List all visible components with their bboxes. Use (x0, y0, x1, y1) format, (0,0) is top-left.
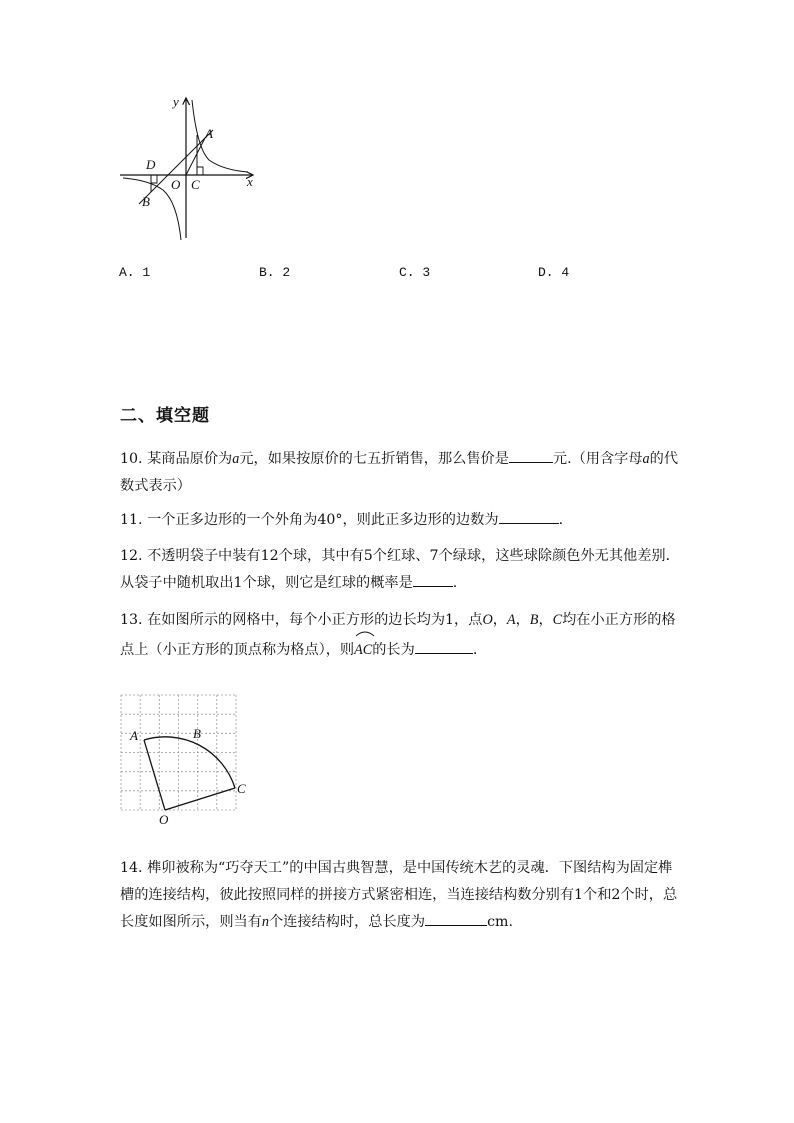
right-angle-c (197, 167, 203, 175)
q13-point-a: A (506, 612, 516, 628)
q13-point-o: O (482, 612, 493, 628)
q13-point-b: B (529, 612, 539, 628)
q13-sep-2: ， (515, 612, 530, 628)
q13-point-c: C (552, 612, 563, 628)
q14-number: 14. (120, 860, 143, 876)
option-c (399, 265, 430, 280)
q10-text-4: 的代数式表示） (120, 451, 679, 494)
q11-answer-blank[interactable] (499, 509, 559, 524)
segment-ao (186, 138, 205, 175)
q12-text-1: 不透明袋子中装有12个球，其中有5个红球、7个绿球，这些球除颜色外无其他差别．从袋子中随机取出1个球，则它是红球的概率是 (120, 548, 680, 591)
label-c: C (237, 781, 246, 796)
option-b-letter: B. (259, 265, 275, 280)
q12-answer-blank[interactable] (413, 572, 453, 587)
label-d: D (146, 157, 156, 172)
q10-number: 10. (120, 451, 143, 467)
q13-text-4: . (472, 642, 478, 658)
q13-arc-ac (354, 635, 372, 665)
q14-var-n: n (261, 914, 269, 930)
right-angle-d (151, 175, 157, 183)
question-14 (120, 855, 680, 936)
option-a-letter: A. (119, 265, 135, 280)
hyperbola-figure (115, 90, 265, 245)
q13-text-2: 均在小正方形的格点上（小正方形的顶点称为格点），则 (120, 612, 676, 658)
q10-var-a2: a (642, 451, 650, 467)
q13-text-3: 的长为 (372, 642, 415, 658)
question-12 (120, 543, 680, 597)
q14-text-2: 个连接结构时，总长度为 (268, 914, 426, 930)
arc-symbol-icon (354, 629, 376, 637)
q10-text-3: 元.（用含字母 (552, 451, 643, 467)
option-b (259, 265, 290, 280)
section-title: 二、填空题 (120, 406, 210, 426)
label-b: B (193, 726, 201, 741)
question-13 (120, 605, 680, 665)
q13-arc-label: AC (354, 642, 373, 658)
label-c: C (191, 177, 200, 192)
arc-ac (144, 737, 235, 788)
question-10 (120, 446, 680, 500)
option-c-letter: C. (399, 265, 415, 280)
option-a (119, 265, 150, 280)
q13-answer-blank[interactable] (415, 639, 473, 654)
label-y: y (173, 94, 179, 109)
q14-text-1: 榫卯被称为“巧夺天工”的中国古典智慧，是中国传统木艺的灵魂．下图结构为固定榫槽的连接结构，彼此按照同样的拼接方式紧密相连，当连接结构数分别有1个和2个时，总长度如图所示，则当有 (120, 860, 678, 930)
label-o: O (171, 177, 181, 192)
label-b: B (142, 194, 150, 209)
grid-sector-figure (116, 690, 256, 830)
label-x: x (247, 174, 253, 189)
q13-number: 13. (120, 612, 143, 628)
label-a: A (205, 126, 213, 141)
question-11 (120, 507, 680, 534)
segment-oc (165, 788, 235, 810)
option-d (538, 265, 569, 280)
option-b-value: 2 (282, 265, 291, 280)
label-a: A (130, 728, 138, 743)
option-c-value: 3 (422, 265, 431, 280)
q12-text-2: . (452, 575, 458, 591)
q13-sep-3: ， (538, 612, 553, 628)
q10-text-1: 某商品原价为 (142, 451, 233, 467)
hyperbola-branch-1 (192, 100, 248, 172)
segment-oa (144, 740, 165, 810)
option-d-value: 4 (561, 265, 570, 280)
q10-answer-blank[interactable] (509, 448, 553, 463)
option-a-value: 1 (142, 265, 151, 280)
label-o: O (159, 812, 169, 827)
q13-text-1: 在如图所示的网格中，每个小正方形的边长均为1，点 (142, 612, 483, 628)
q13-sep-1: ， (492, 612, 507, 628)
q14-text-3: cm. (487, 914, 513, 930)
q11-text-1: 一个正多边形的一个外角为40°，则此正多边形的边数为 (142, 512, 499, 528)
q10-text-2: 元，如果按原价的七五折销售，那么售价是 (239, 451, 509, 467)
option-d-letter: D. (538, 265, 554, 280)
q10-var-a: a (232, 451, 240, 467)
q14-answer-blank[interactable] (425, 911, 487, 926)
q11-number: 11. (120, 512, 143, 528)
q12-number: 12. (120, 548, 143, 564)
q11-text-2: . (558, 512, 564, 528)
